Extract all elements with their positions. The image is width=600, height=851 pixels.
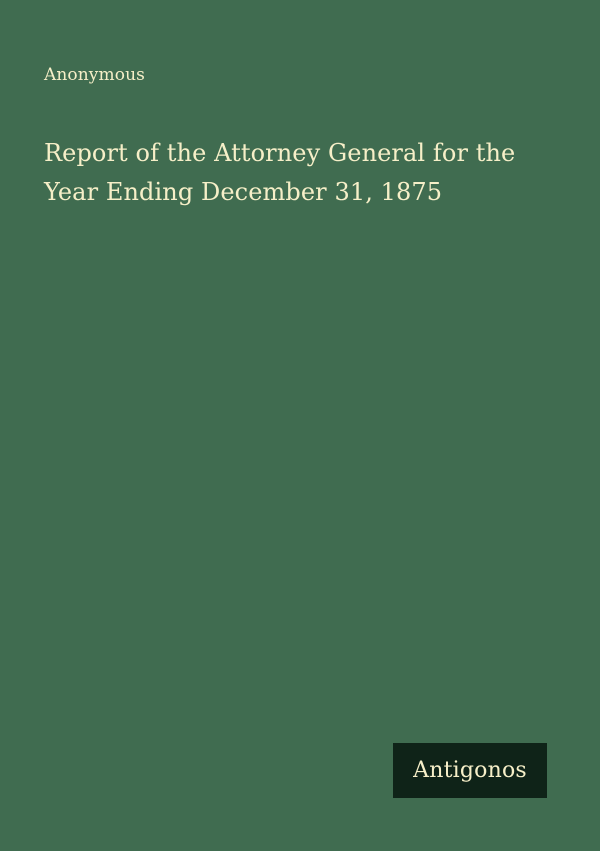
publisher-name: Antigonos: [413, 758, 527, 783]
author-name: Anonymous: [44, 65, 145, 85]
book-title: Report of the Attorney General for the Year Ending December 31, 1875: [44, 139, 516, 206]
publisher-logo: [393, 743, 547, 798]
